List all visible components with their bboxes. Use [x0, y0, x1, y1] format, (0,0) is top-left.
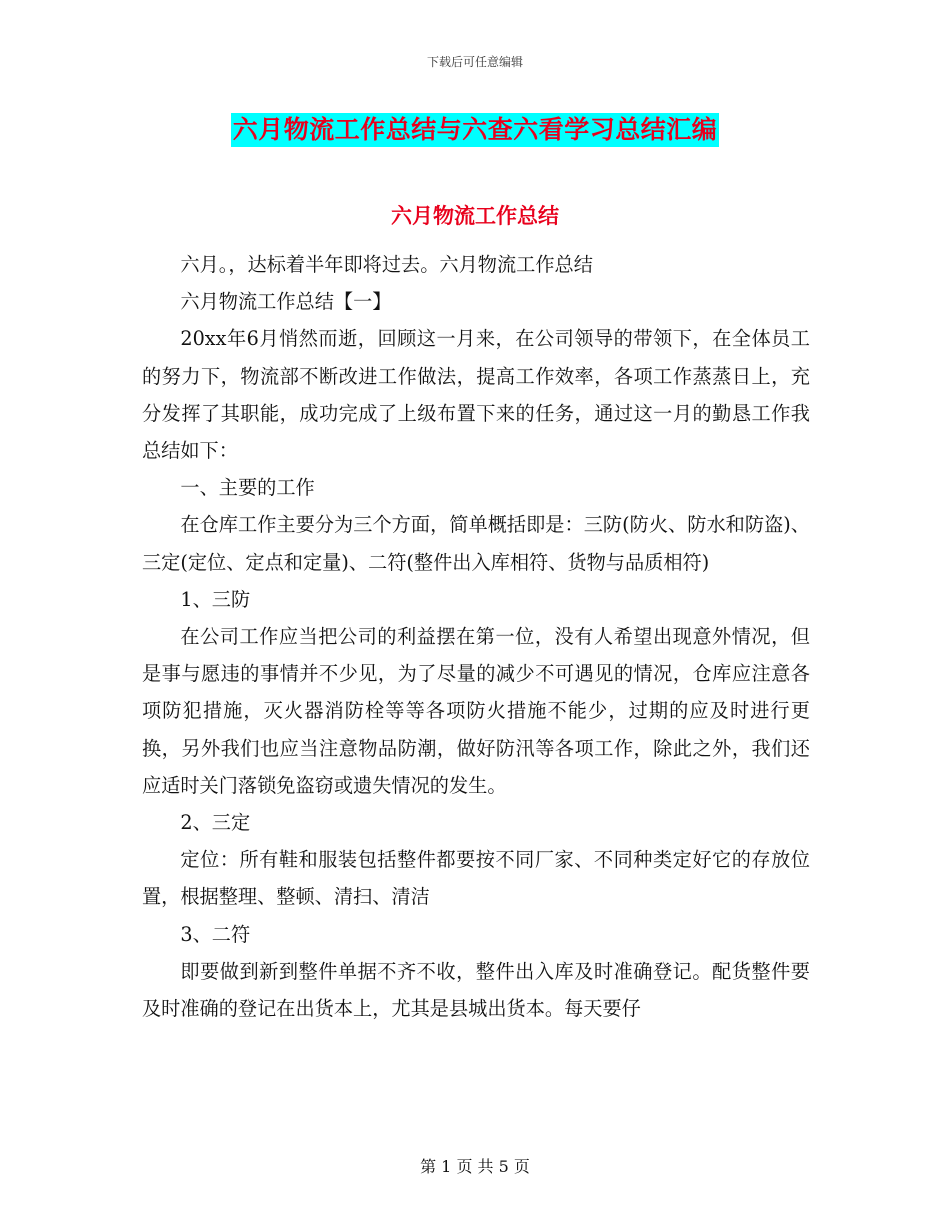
- paragraph-three-fix: 定位：所有鞋和服装包括整件都要按不同厂家、不同种类定好它的存放位置，根据整理、整顿、清扫、清洁: [142, 848, 810, 909]
- paragraph-intro: 六月。，达标着半年即将过去。六月物流工作总结: [180, 253, 593, 276]
- header-note: 下载后可任意编辑: [426, 55, 523, 69]
- heading-main-work: 一、主要的工作: [180, 476, 315, 500]
- paragraph-two-match: 即要做到新到整件单据不齐不收，整件出入库及时准确登记。配货整件要及时准确的登记在出货本上，尤其是县城出货本。每天要仔: [142, 959, 810, 1021]
- paragraph-three-prevent: 在公司工作应当把公司的利益摆在第一位，没有人希望出现意外情况，但是事与愿违的事情并不少见，为了尽量的减少不可遇见的情况，仓库应注意各项防犯措施，灭火器消防栓等等各项防火措施不能少，过期的应及时进行更换，另外我们也应当注意物品防潮，做好防汛等各项工作，除此之外，我们还应适时关门落锁免盗窃或遗失情况的发生。: [142, 625, 810, 797]
- paragraph-heading-part-one: 六月物流工作总结【一】: [180, 290, 392, 314]
- paragraph-summary: 20xx年6月悄然而逝，回顾这一月来，在公司领导的带领下，在全体员工的努力下，物流部不断改进工作做法，提高工作效率，各项工作蒸蒸日上，充分发挥了其职能，成功完成了上级布置下来的任务，通过这一月的勤恳工作我总结如下：: [142, 327, 810, 463]
- page-footer: 第 1 页 共 5 页: [420, 1157, 530, 1176]
- heading-three-fix: 2、三定: [180, 811, 251, 835]
- document-body: [142, 246, 810, 1027]
- heading-two-match: 3、二符: [180, 922, 251, 946]
- section-title: 六月物流工作总结: [391, 203, 559, 228]
- document-title-text: 六月物流工作总结与六查六看学习总结汇编: [231, 113, 720, 147]
- document-title: [0, 113, 950, 147]
- heading-three-prevent: 1、三防: [180, 587, 251, 611]
- paragraph-warehouse-overview: 在仓库工作主要分为三个方面，简单概括即是：三防(防火、防水和防盗)、三定(定位、定点和定量)、二符(整件出入库相符、货物与品质相符): [142, 513, 810, 574]
